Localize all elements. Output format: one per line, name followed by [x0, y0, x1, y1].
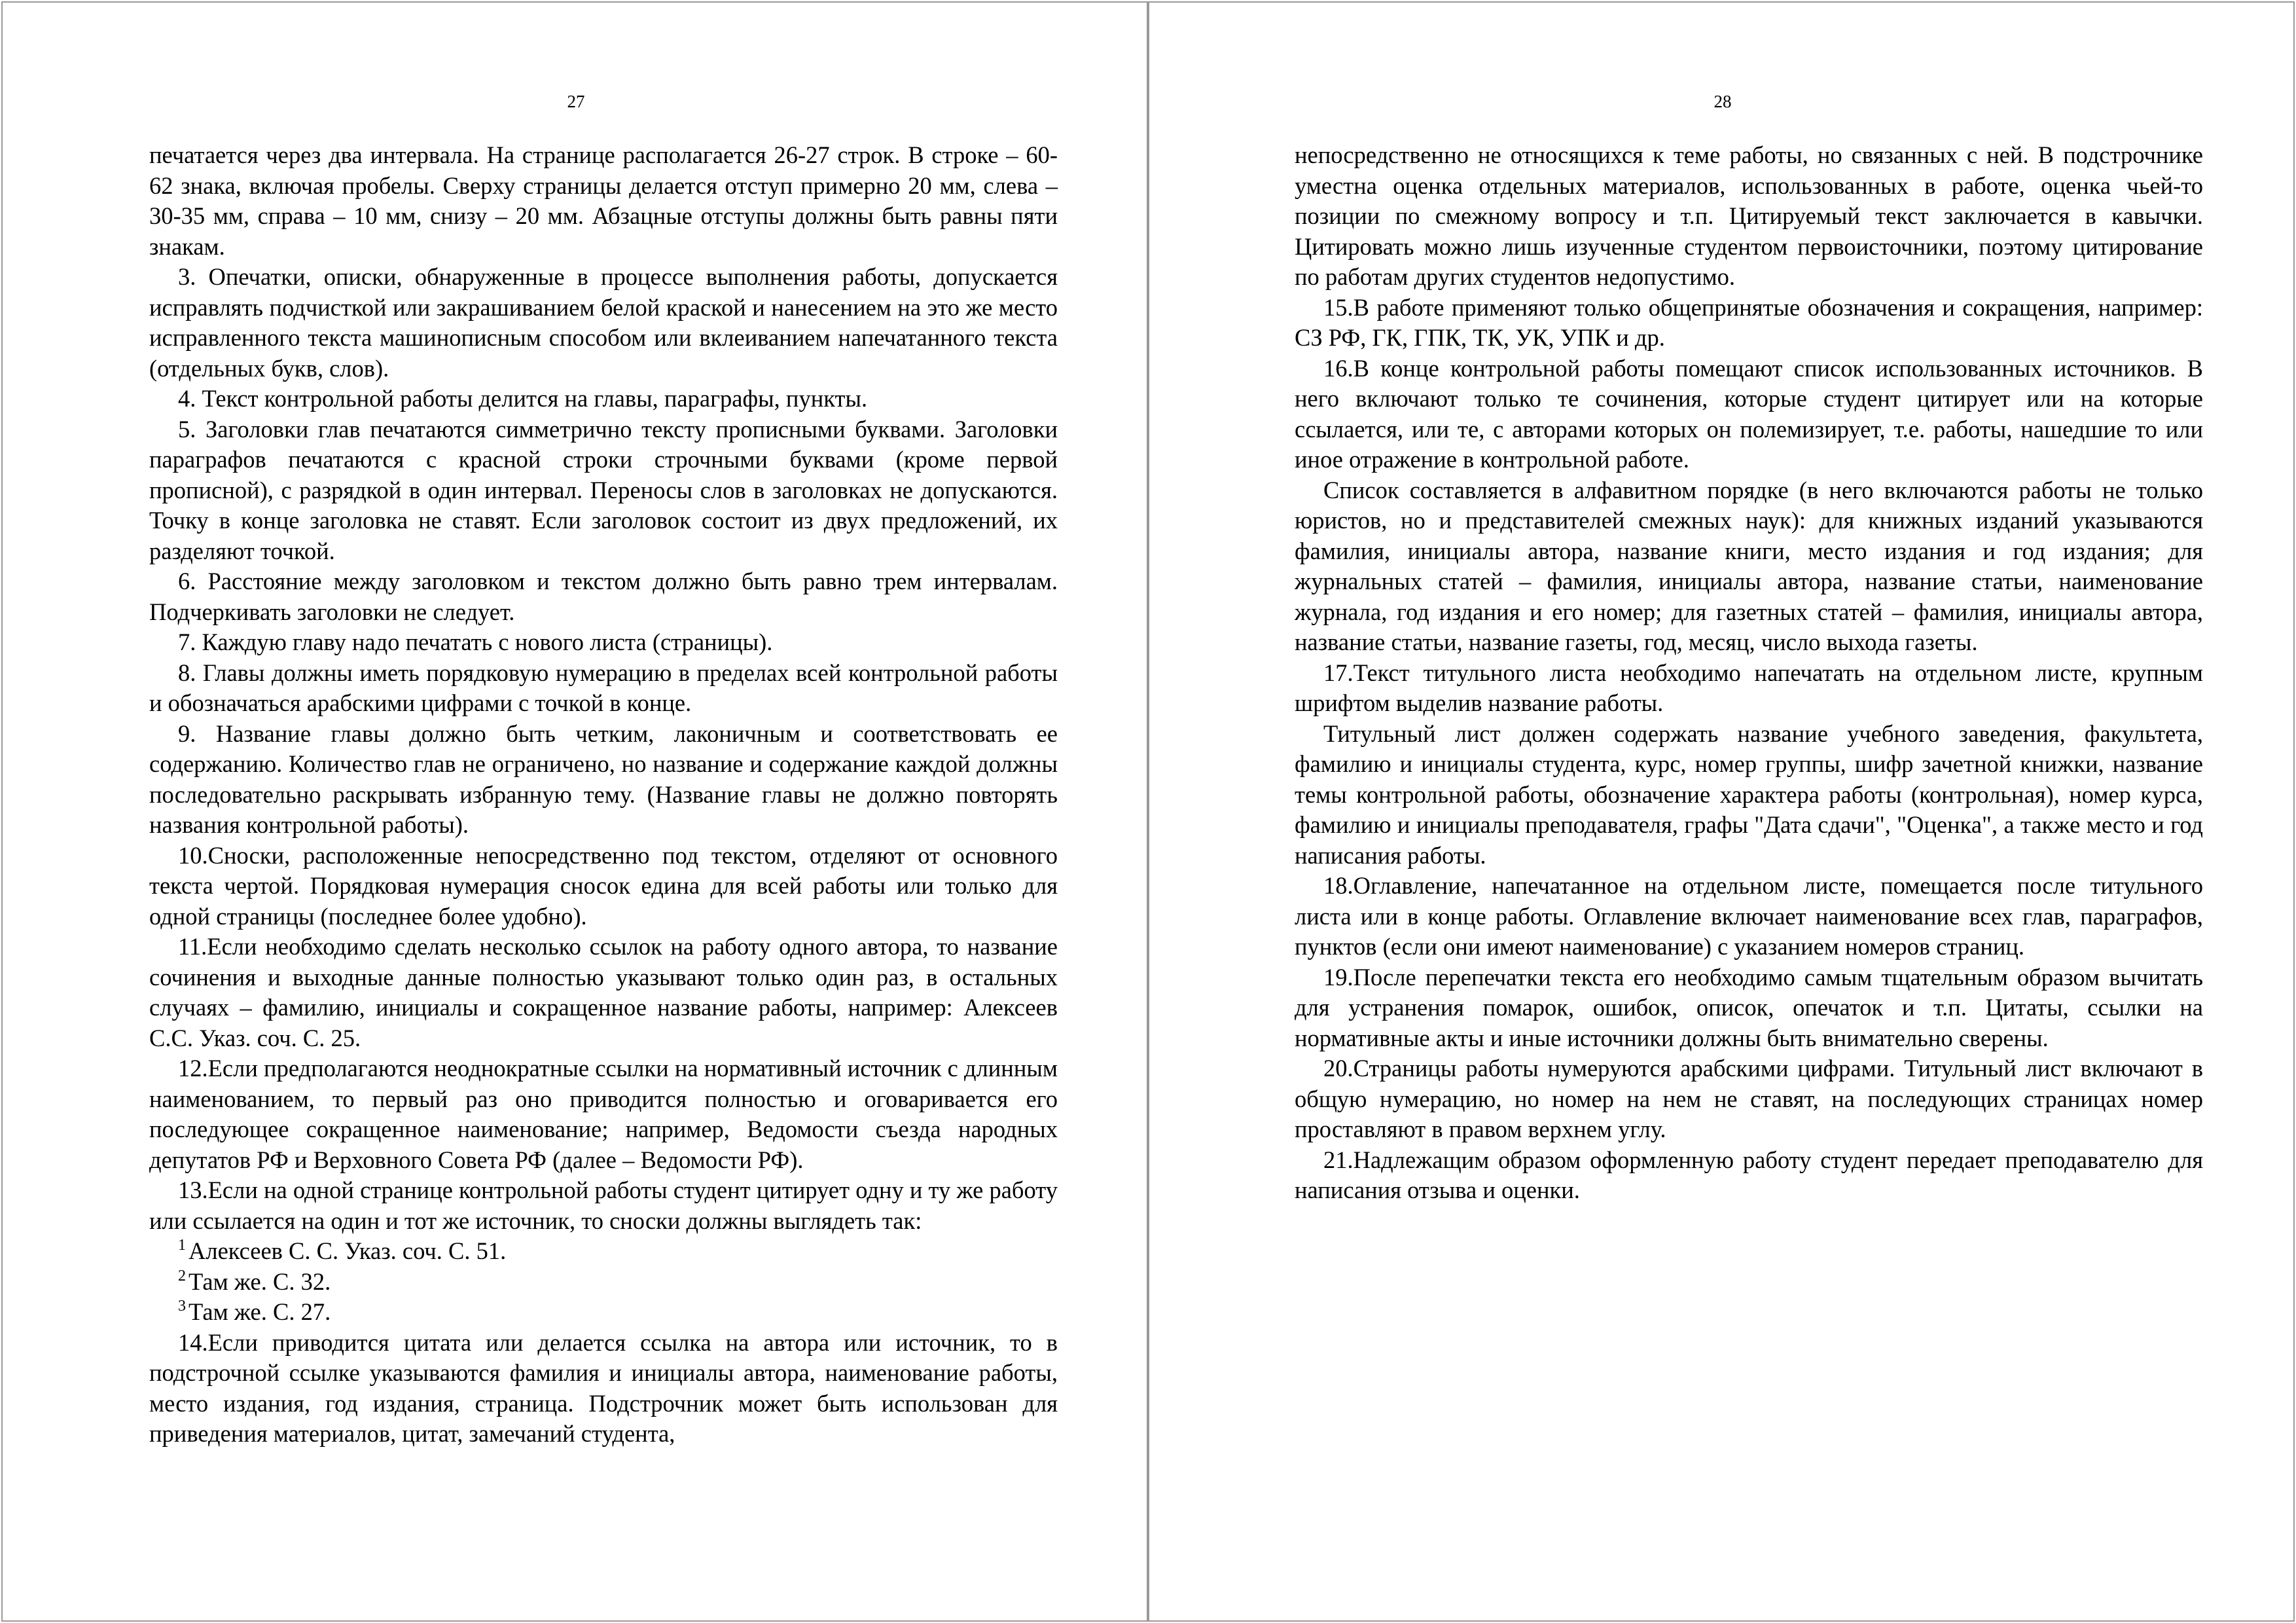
- paragraph: непосредственно не относящихся к теме работы, но связанных с ней. В подстрочнике уместна оценка отдельных материалов, использованных в работе, оценка чьей-то позиции по смежному вопросу и т.п. Цитируемый текст заключается в кавычки. Цитировать можно лишь изученные студентом первоисточники, поэтому цитирование по работам других студентов недопустимо.: [1295, 141, 2203, 290]
- page-right: [1148, 1, 2295, 1622]
- paragraph: 19.После перепечатки текста его необходимо самым тщательным образом вычитать для устранения помарок, ошибок, описок, опечаток и т.п. Цитаты, ссылки на нормативные акты и иные источники должны быть внимательно сверены.: [1295, 963, 2203, 1051]
- page-number: 28: [1713, 92, 1732, 111]
- paragraph: 4. Текст контрольной работы делится на главы, параграфы, пункты.: [178, 385, 868, 412]
- page-text: [1295, 140, 2203, 1206]
- paragraph: печатается через два интервала. На странице располагается 26-27 строк. В строке – 60-62 знака, включая пробелы. Сверху страницы делается отступ примерно 20 мм, слева – 30-35 мм, справа – 10 мм, снизу – 20 мм. Абзацные отступы должны быть равны пяти знакам.: [149, 141, 1058, 260]
- paragraph: 21.Надлежащим образом оформленную работу студент передает преподавателю для написания отзыва и оценки.: [1295, 1146, 2203, 1203]
- paragraph: Список составляется в алфавитном порядке (в него включаются работы не только юристов, но и представителей смежных наук): для книжных изданий указываются фамилия, инициалы автора, название книги, место издания и год издания; для журнальных статей – фамилия, инициалы автора, название статьи, наименование журнала, год издания и его номер; для газетных статей – фамилия, инициалы автора, название статьи, название газеты, год, месяц, число выхода газеты.: [1295, 476, 2203, 655]
- paragraph: 16.В конце контрольной работы помещают список использованных источников. В него включают только те сочинения, которые студент цитирует или на которые ссылается, или те, с авторами которых он полемизирует, т.е. работы, нашедшие то или иное отражение в контрольной работе.: [1295, 354, 2203, 473]
- footnote-text: Там же. С. 27.: [188, 1298, 331, 1325]
- footnote-example: [178, 1236, 1058, 1267]
- footnote-example: [178, 1297, 1058, 1328]
- footnote-text: Там же. С. 32.: [188, 1267, 331, 1295]
- paragraph: 9. Название главы должно быть четким, лаконичным и соответствовать ее содержанию. Количество глав не ограничено, но название и содержание каждой должны последовательно раскрывать избранную тему. (Название главы не должно повторять названия контрольной работы).: [149, 720, 1058, 838]
- paragraph: 10.Сноски, расположенные непосредственно под текстом, отделяют от основного текста чертой. Порядковая нумерация сносок едина для всей работы или только для одной страницы (последнее более удобно).: [149, 841, 1058, 930]
- page-left: [1, 1, 1148, 1622]
- paragraph: 3. Опечатки, описки, обнаруженные в процессе выполнения работы, допускается исправлять подчисткой или закрашиванием белой краской и нанесением на это же место исправленного текста машинописным способом или вклеиванием напечатанного текста (отдельных букв, слов).: [149, 263, 1058, 382]
- footnote-marker: 2: [178, 1267, 186, 1285]
- page-text: [149, 140, 1058, 1450]
- footnote-text: Алексеев С. С. Указ. соч. С. 51.: [188, 1237, 507, 1264]
- paragraph: 20.Страницы работы нумеруются арабскими цифрами. Титульный лист включают в общую нумерацию, но номер на нем не ставят, на последующих страницах номер проставляют в правом верхнем углу.: [1295, 1055, 2203, 1142]
- footnote-marker: 1: [178, 1237, 186, 1254]
- paragraph: 12.Если предполагаются неоднократные ссылки на нормативный источник с длинным наименованием, то первый раз оно приводится полностью и оговаривается его последующее сокращенное наименование; например, Ведомости съезда народных депутатов РФ и Верховного Совета РФ (далее – Ведомости РФ).: [149, 1055, 1058, 1173]
- page-number: 27: [567, 92, 585, 111]
- paragraph: 18.Оглавление, напечатанное на отдельном листе, помещается после титульного листа или в конце работы. Оглавление включает наименование всех глав, параграфов, пунктов (если они имеют наименование) с указанием номеров страниц.: [1295, 872, 2203, 960]
- paragraph: 14.Если приводится цитата или делается ссылка на автора или источник, то в подстрочной ссылке указываются фамилия и инициалы автора, наименование работы, место издания, год издания, страница. Подстрочник может быть использован для приведения материалов, цитат, замечаний студента,: [149, 1328, 1058, 1447]
- paragraph: 6. Расстояние между заголовком и текстом должно быть равно трем интервалам. Подчеркивать заголовки не следует.: [149, 568, 1058, 625]
- paragraph: 13.Если на одной странице контрольной работы студент цитирует одну и ту же работу или ссылается на один и тот же источник, то сноски должны выглядеть так:: [149, 1176, 1058, 1234]
- paragraph: 17.Текст титульного листа необходимо напечатать на отдельном листе, крупным шрифтом выделив название работы.: [1295, 659, 2203, 716]
- paragraph: 8. Главы должны иметь порядковую нумерацию в пределах всей контрольной работы и обозначаться арабскими цифрами с точкой в конце.: [149, 659, 1058, 716]
- paragraph: 15.В работе применяют только общепринятые обозначения и сокращения, например: СЗ РФ, ГК, ГПК, ТК, УК, УПК и др.: [1295, 293, 2203, 351]
- footnote-marker: 3: [178, 1298, 186, 1315]
- paragraph: 7. Каждую главу надо печатать с нового листа (страницы).: [178, 629, 773, 655]
- paragraph: 5. Заголовки глав печатаются симметрично тексту прописными буквами. Заголовки параграфов печатаются с красной строки строчными буквами (кроме первой прописной), с разрядкой в один интервал. Переносы слов в заголовках не допускаются. Точку в конце заголовка не ставят. Если заголовок состоит из двух предложений, их разделяют точкой.: [149, 415, 1058, 564]
- footnote-example: [178, 1267, 1058, 1298]
- paragraph: 11.Если необходимо сделать несколько ссылок на работу одного автора, то название сочинения и выходные данные полностью указывают только один раз, в остальных случаях – фамилию, инициалы и сокращенное название работы, например: Алексеев С.С. Указ. соч. С. 25.: [149, 933, 1058, 1051]
- paragraph: Титульный лист должен содержать название учебного заведения, факультета, фамилию и инициалы студента, курс, номер группы, шифр зачетной книжки, название темы контрольной работы, обозначение характера работы (контрольная), номер курса, фамилию и инициалы преподавателя, графы "Дата сдачи", "Оценка", а также место и год написания работы.: [1295, 720, 2203, 869]
